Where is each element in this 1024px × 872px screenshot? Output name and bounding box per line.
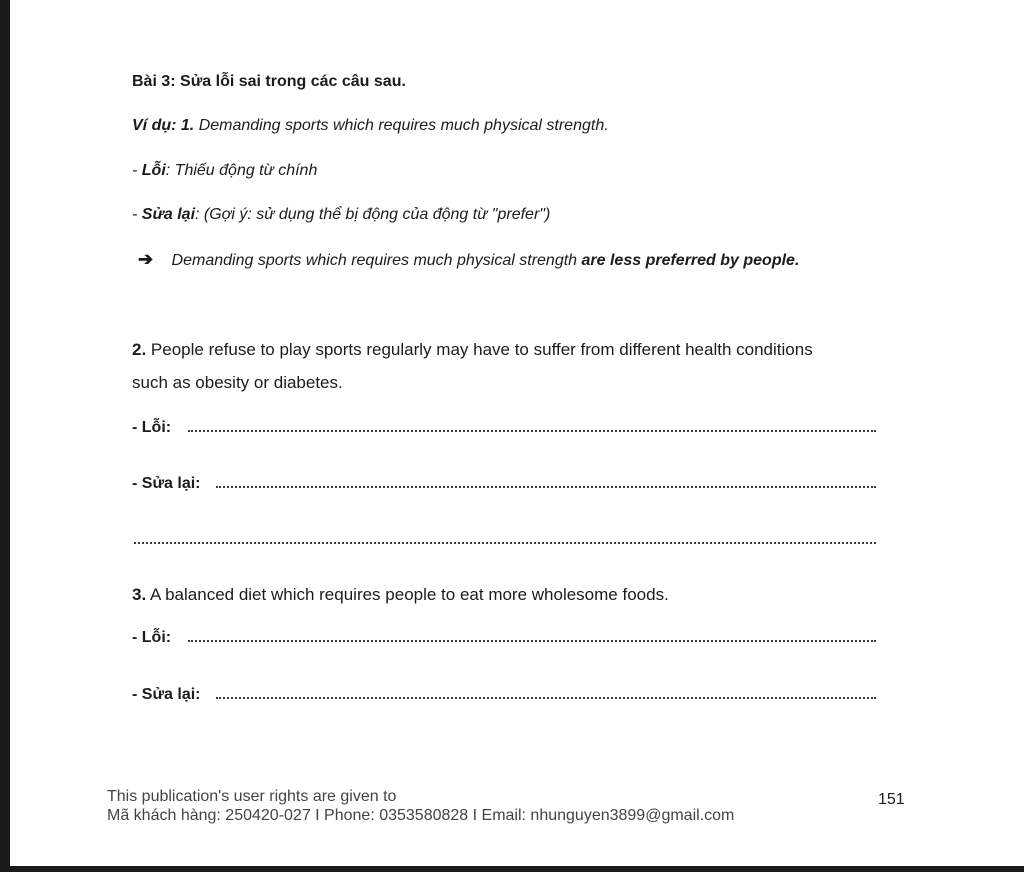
question-2-fix-answer-line[interactable] — [216, 486, 876, 488]
example-error: - Lỗi: Thiếu động từ chính — [132, 162, 318, 179]
question-2-text-1: People refuse to play sports regularly may have to suffer from different health conditions — [146, 340, 813, 359]
arrow-right-icon: ➔ — [138, 249, 154, 269]
question-2-line-2: such as obesity or diabetes. — [132, 373, 343, 392]
question-3-text-1: A balanced diet which requires people to eat more wholesome foods. — [146, 585, 669, 604]
example-error-text: : Thiếu động từ chính — [165, 162, 318, 179]
question-2-fix-answer-line-2[interactable] — [134, 542, 876, 544]
question-2-number: 2. — [132, 340, 147, 359]
example-answer-plain: Demanding sports which requires much physical strength — [171, 252, 582, 269]
question-3-error-answer-line[interactable] — [188, 640, 876, 642]
question-3-number: 3. — [132, 585, 147, 604]
example-line — [132, 117, 609, 135]
example-sentence: Demanding sports which requires much physical strength. — [198, 117, 609, 134]
example-fix-hint: : (Gợi ý: sử dụng thể bị động của động từ "prefer") — [195, 206, 551, 223]
question-2-fix-label: - Sửa lại: — [132, 475, 201, 492]
example-error-label: Lỗi — [141, 162, 166, 179]
example-answer — [138, 249, 799, 270]
document-page — [10, 0, 1024, 866]
example-number: 1. — [180, 117, 195, 134]
footer-rights: This publication's user rights are given to — [107, 788, 397, 805]
question-3-line-1 — [132, 585, 669, 605]
question-2-error-answer-line[interactable] — [188, 430, 876, 432]
question-3-fix-label: - Sửa lại: — [132, 686, 201, 703]
question-2-line-1 — [132, 340, 813, 360]
example-answer-bold: are less preferred by people. — [581, 252, 800, 269]
exercise-title: Bài 3: Sửa lỗi sai trong các câu sau. — [132, 73, 406, 90]
question-3-fix-answer-line[interactable] — [216, 697, 876, 699]
example-fix: - Sửa lại: (Gợi ý: sử dụng thể bị động của động từ "prefer") — [132, 206, 551, 223]
footer-customer-info: Mã khách hàng: 250420-027 I Phone: 0353580828 I Email: nhunguyen3899@gmail.com — [107, 807, 735, 824]
example-label: Ví dụ: — [132, 117, 177, 134]
page-number: 151 — [878, 791, 905, 808]
question-3-error-label: - Lỗi: — [132, 629, 172, 646]
question-2-error-label: - Lỗi: — [132, 419, 172, 436]
example-fix-label: Sửa lại — [141, 206, 196, 223]
